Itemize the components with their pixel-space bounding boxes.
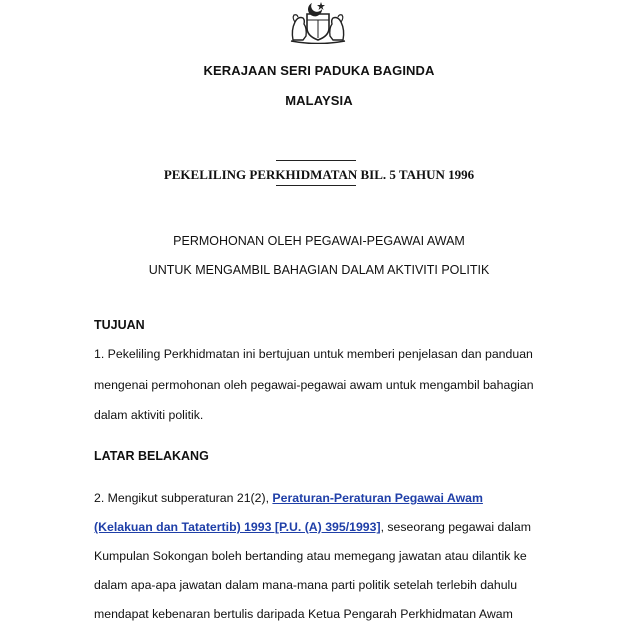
- paragraph-line-with-link: [94, 520, 531, 534]
- paragraph-line: mendapat kebenaran bertulis daripada Ketua Pengarah Perkhidmatan Awam: [94, 607, 513, 621]
- regulation-link-continued[interactable]: (Kelakuan dan Tatatertib) 1993 [P.U. (A) 395/1993]: [94, 520, 381, 534]
- paragraph-line: dalam apa-apa jawatan dalam mana-mana parti politik setelah terlebih dahulu: [94, 578, 518, 592]
- subject-line-2: UNTUK MENGAMBIL BAHAGIAN DALAM AKTIVITI POLITIK: [148, 263, 490, 277]
- country-name: MALAYSIA: [285, 93, 353, 108]
- paragraph-line: dalam aktiviti politik.: [94, 408, 204, 422]
- circular-title: PEKELILING PERKHIDMATAN BIL. 5 TAHUN 1996: [163, 167, 475, 182]
- section-heading-tujuan: TUJUAN: [94, 318, 145, 332]
- subject-line-1: PERMOHONAN OLEH PEGAWAI-PEGAWAI AWAM: [173, 234, 465, 248]
- paragraph-text: 2. Mengikut subperaturan 21(2),: [94, 491, 273, 505]
- paragraph-text: , seseorang pegawai dalam: [380, 520, 531, 534]
- title-rule-top: [276, 160, 356, 161]
- paragraph-line-with-link: [94, 491, 483, 505]
- regulation-link[interactable]: Peraturan-Peraturan Pegawai Awam: [272, 491, 483, 505]
- government-name: KERAJAAN SERI PADUKA BAGINDA: [203, 63, 435, 78]
- section-heading-latar-belakang: LATAR BELAKANG: [94, 449, 209, 463]
- malaysia-coat-of-arms-icon: [283, 0, 353, 44]
- paragraph-line: 1. Pekeliling Perkhidmatan ini bertujuan untuk memberi penjelasan dan panduan: [94, 347, 533, 361]
- paragraph-line: mengenai permohonan oleh pegawai-pegawai awam untuk mengambil bahagian: [94, 378, 534, 392]
- title-rule-bottom: [276, 185, 356, 186]
- paragraph-line: Kumpulan Sokongan boleh bertanding atau memegang jawatan atau dilantik ke: [94, 549, 527, 563]
